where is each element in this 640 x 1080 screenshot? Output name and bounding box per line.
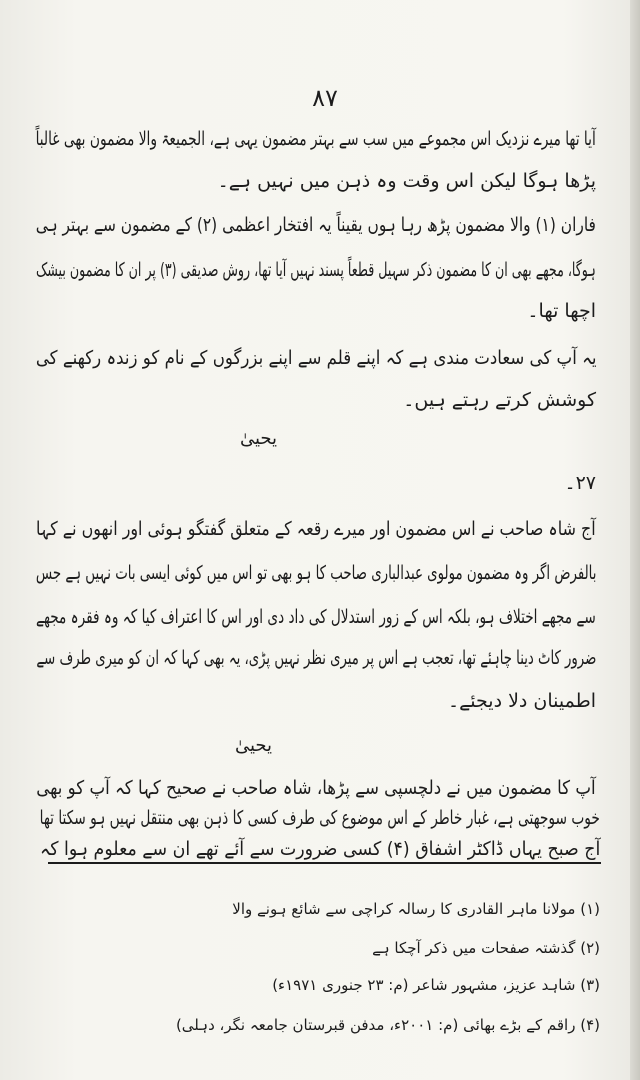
page-number: ۸۷ [312, 84, 338, 112]
text-line: ضرور کاٹ دینا چاہئے تھا، تعجب ہے اس پر میری نظر نہیں پڑی، یہ بھی کہا کہ ان کو میری طرف سے [36, 647, 596, 669]
text-line: کوشش کرتے رہتے ہیں۔ [403, 389, 596, 411]
text-line: یہ آپ کی سعادت مندی ہے کہ اپنے قلم سے اپنے بزرگوں کے نام کو زندہ رکھنے کی [35, 347, 596, 369]
text-line: اچھا تھا۔ [527, 300, 596, 322]
text-line: خوب سوجھتی ہے، غبار خاطر کے اس موضوع کی طرف کسی کا ذہن بھی منتقل نہیں ہو سکتا تھا [39, 807, 600, 829]
book-spine-shadow [630, 0, 640, 1080]
signature: یحییٰ [240, 428, 278, 449]
text-line: فاران (۱) والا مضمون پڑھ رہا ہوں یقیناً یہ افتخار اعظمی (۲) کے مضمون سے بہتر ہی [35, 214, 596, 236]
signature: یحییٰ [235, 735, 273, 756]
text-line: آج شاہ صاحب نے اس مضمون اور میرے رقعہ کے متعلق گفتگو ہوئی اور انھوں نے کہا [36, 518, 596, 540]
footnote: (۱) مولانا ماہر القادری کا رسالہ کراچی سے شائع ہونے والا [232, 900, 600, 918]
footnote: (۳) شاہد عزیز، مشہور شاعر (م: ۲۳ جنوری ۱۹۷۱ء) [272, 976, 600, 994]
letter-number: ۲۷۔ [564, 472, 596, 494]
text-line: اطمینان دلا دیجئے۔ [448, 690, 596, 712]
footnote: (۴) راقم کے بڑے بھائی (م: ۲۰۰۱ء، مدفن قبرستان جامعہ نگر، دہلی) [175, 1016, 600, 1034]
text-line: پڑھا ہوگا لیکن اس وقت وہ ذہن میں نہیں ہے۔ [217, 170, 596, 192]
text-line: بالفرض اگر وہ مضمون مولوی عبدالباری صاحب کا ہو بھی تو اس میں کوئی ایسی بات نہیں ہے جس [35, 562, 596, 584]
footnote-separator [48, 862, 601, 864]
text-line: آج صبح یہاں ڈاکٹر اشفاق (۴) کسی ضرورت سے آئے تھے ان سے معلوم ہوا کہ [39, 838, 600, 860]
text-line: سے مجھے اختلاف ہو، بلکہ اس کے زور استدلال کی داد دی اور اس کا اعتراف کیا کہ وہ فقرہ مجھے [36, 606, 596, 628]
text-line: آپ کا مضمون میں نے دلچسپی سے پڑھا، شاہ صاحب نے صحیح کہا کہ آپ کو بھی [36, 777, 596, 799]
text-line: آیا تھا میرے نزدیک اس مجموعے میں سب سے بہتر مضمون یہی ہے، الجمیعۃ والا مضمون بھی غالباً [35, 128, 596, 150]
footnote: (۲) گذشتہ صفحات میں ذکر آچکا ہے [372, 939, 600, 957]
text-line: ہوگا، مجھے بھی ان کا مضمون ذکر سہیل قطعاً پسند نہیں آیا تھا، روش صدیقی (۳) پر ان کا مضمون بیشک [36, 259, 596, 281]
